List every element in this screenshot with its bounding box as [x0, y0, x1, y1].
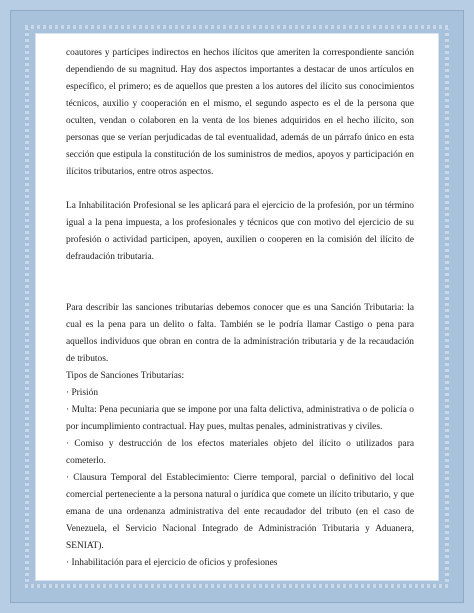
list-item-clausura: · Clausura Temporal del Establecimiento: Cierre temporal, parcial o definitivo del local comercial perteneciente a la persona natural o jurídica que comete un ilícito tributario, y que emana de una ordenanza administrativa del ente recaudador del tributo (en el caso de Venezuela, el Servicio Nacional Integrado de Administración Tributaria y Aduanera, SENIAT). [66, 473, 414, 551]
paragraph-2: La Inhabilitación Profesional se les aplicará para el ejercicio de la profesión, por un término igual a la pena impuesta, a los profesionales y técnicos que con motivo del ejercicio de su profesión o actividad participen, apoyen, auxilien o cooperen en la comisión del ilícito de defraudación tributaria. [66, 201, 414, 262]
document-body [66, 45, 414, 572]
list-item-multa: · Multa: Pena pecuniaria que se impone por una falta delictiva, administrativa o de policía o por incumplimiento contractual. Hay pues, multas penales, administrativas y civiles. [66, 405, 414, 432]
list-heading: Tipos de Sanciones Tributarias: [66, 371, 185, 381]
paragraph-spacer [66, 181, 414, 198]
paragraph-spacer [66, 283, 414, 300]
list-item-prision: · Prisión [66, 388, 99, 398]
paragraph-spacer [66, 266, 414, 283]
paragraph-1: coautores y partícipes indirectos en hechos ilícitos que ameriten la correspondiente sanción dependiendo de su magnitud. Hay dos aspectos importantes a destacar de unos artículos en específico, el primero; es de aquellos que presten a los autores del ilícito sus conocimientos técnicos, auxilio y cooperación en el mismo, el segundo aspecto es el de la persona que oculten, vendan o colaboren en la venta de los bienes adquiridos en el hecho ilícito, son personas que se verían perjudicadas de tal eventualidad, además de un párrafo único en esta sección que estipula la constitución de los suministros de medios, apoyos y participación en ilícitos tributarios, entre otros aspectos. [66, 48, 414, 177]
list-item-comiso: · Comiso y destrucción de los efectos materiales objeto del ilícito o utilizados para cometerlo. [66, 439, 414, 466]
list-item-inhabilitacion: · Inhabilitación para el ejercicio de oficios y profesiones [66, 558, 278, 568]
document-page [36, 34, 438, 580]
paragraph-3: Para describir las sanciones tributarias debemos conocer que es una Sanción Tributaria: la cual es la pena para un delito o falta. También se le podría llamar Castigo o pena para aquellos individuos que obran en contra de la administración tributaria y de la recaudación de tributos. [66, 303, 414, 364]
